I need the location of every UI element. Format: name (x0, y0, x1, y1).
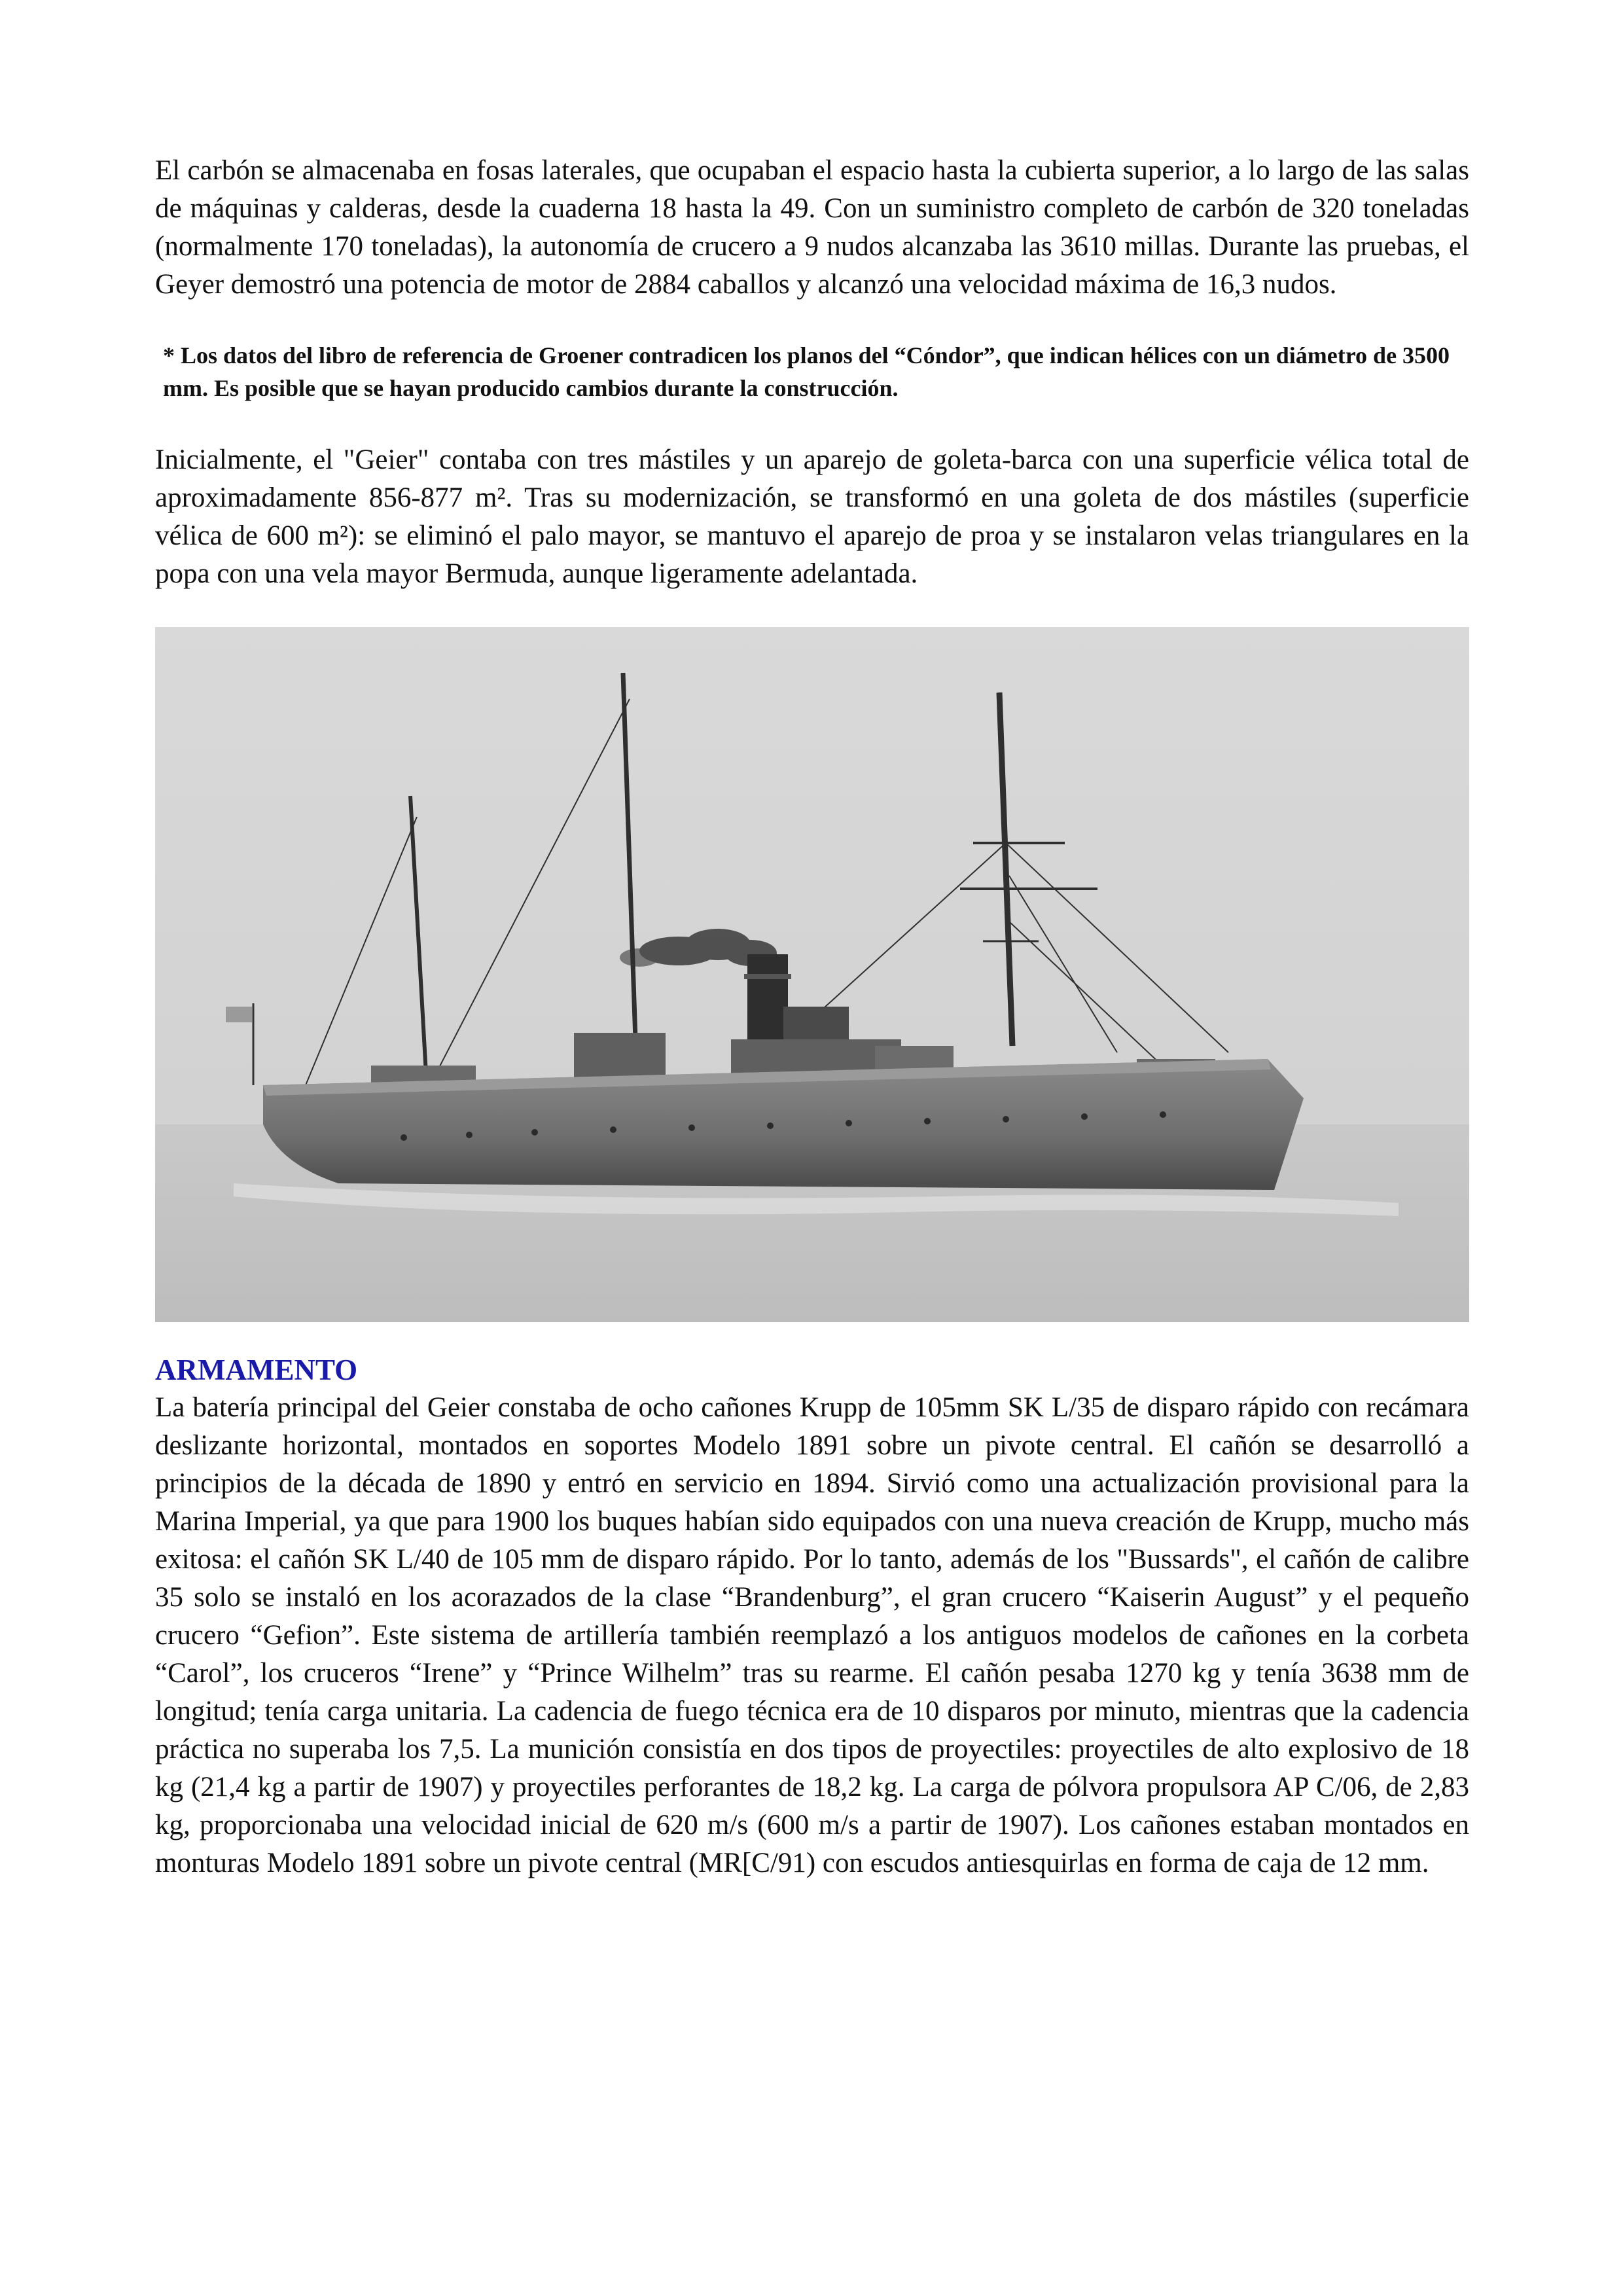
footnote-groener: * Los datos del libro de referencia de Groener contradicen los planos del “Cóndor”, que indican hélices con un diámetro de 3500 mm. Es posible que se hayan producido cambios durante la construcción. (163, 342, 1450, 401)
section-heading-armamento: ARMAMENTO (155, 1354, 358, 1386)
ship-photo-illustration (155, 627, 1469, 1322)
paragraph-rigging: Inicialmente, el "Geier" contaba con tres mástiles y un aparejo de goleta-barca con una superficie vélica total de aproximadamente 856-877 m². Tras su modernización, se transformó en una goleta de dos mástiles (superficie vélica de 600 m²): se eliminó el palo mayor, se mantuvo el aparejo de proa y se instalaron velas triangulares en la popa con una vela mayor Bermuda, aunque ligeramente adelantada. (155, 444, 1469, 589)
document-page (155, 152, 1469, 1882)
ship-photograph (155, 627, 1469, 1322)
paragraph-armament: La batería principal del Geier constaba de ocho cañones Krupp de 105mm SK L/35 de disparo rápido con recámara deslizante horizontal, montados en soportes Modelo 1891 sobre un pivote central. El cañón se desarrolló a principios de la década de 1890 y entró en servicio en 1894. Sirvió como una actualización provisional para la Marina Imperial, ya que para 1900 los buques habían sido equipados con una nueva creación de Krupp, mucho más exitosa: el cañón SK L/40 de 105 mm de disparo rápido. Por lo tanto, además de los "Bussards", el cañón de calibre 35 solo se instaló en los acorazados de la clase “Brandenburg”, el gran crucero “Kaiserin August” y el pequeño crucero “Gefion”. Este sistema de artillería también reemplazó a los antiguos modelos de cañones en la corbeta “Carol”, los cruceros “Irene” y “Prince Wilhelm” tras su rearme. El cañón pesaba 1270 kg y tenía 3638 mm de longitud; tenía carga unitaria. La cadencia de fuego técnica era de 10 disparos por minuto, mientras que la cadencia práctica no superaba los 7,5. La munición consistía en dos tipos de proyectiles: proyectiles de alto explosivo de 18 kg (21,4 kg a partir de 1907) y proyectiles perforantes de 18,2 kg. La carga de pólvora propulsora AP C/06, de 2,83 kg, proporcionaba una velocidad inicial de 620 m/s (600 m/s a partir de 1907). Los cañones estaban montados en monturas Modelo 1891 sobre un pivote central (MR[C/91) con escudos antiesquirlas en forma de caja de 12 mm. (155, 1392, 1469, 1878)
paragraph-coal-storage: El carbón se almacenaba en fosas laterales, que ocupaban el espacio hasta la cubierta superior, a lo largo de las salas de máquinas y calderas, desde la cuaderna 18 hasta la 49. Con un suministro completo de carbón de 320 toneladas (normalmente 170 toneladas), la autonomía de crucero a 9 nudos alcanzaba las 3610 millas. Durante las pruebas, el Geyer demostró una potencia de motor de 2884 caballos y alcanzó una velocidad máxima de 16,3 nudos. (155, 155, 1469, 300)
flag (226, 1007, 252, 1022)
